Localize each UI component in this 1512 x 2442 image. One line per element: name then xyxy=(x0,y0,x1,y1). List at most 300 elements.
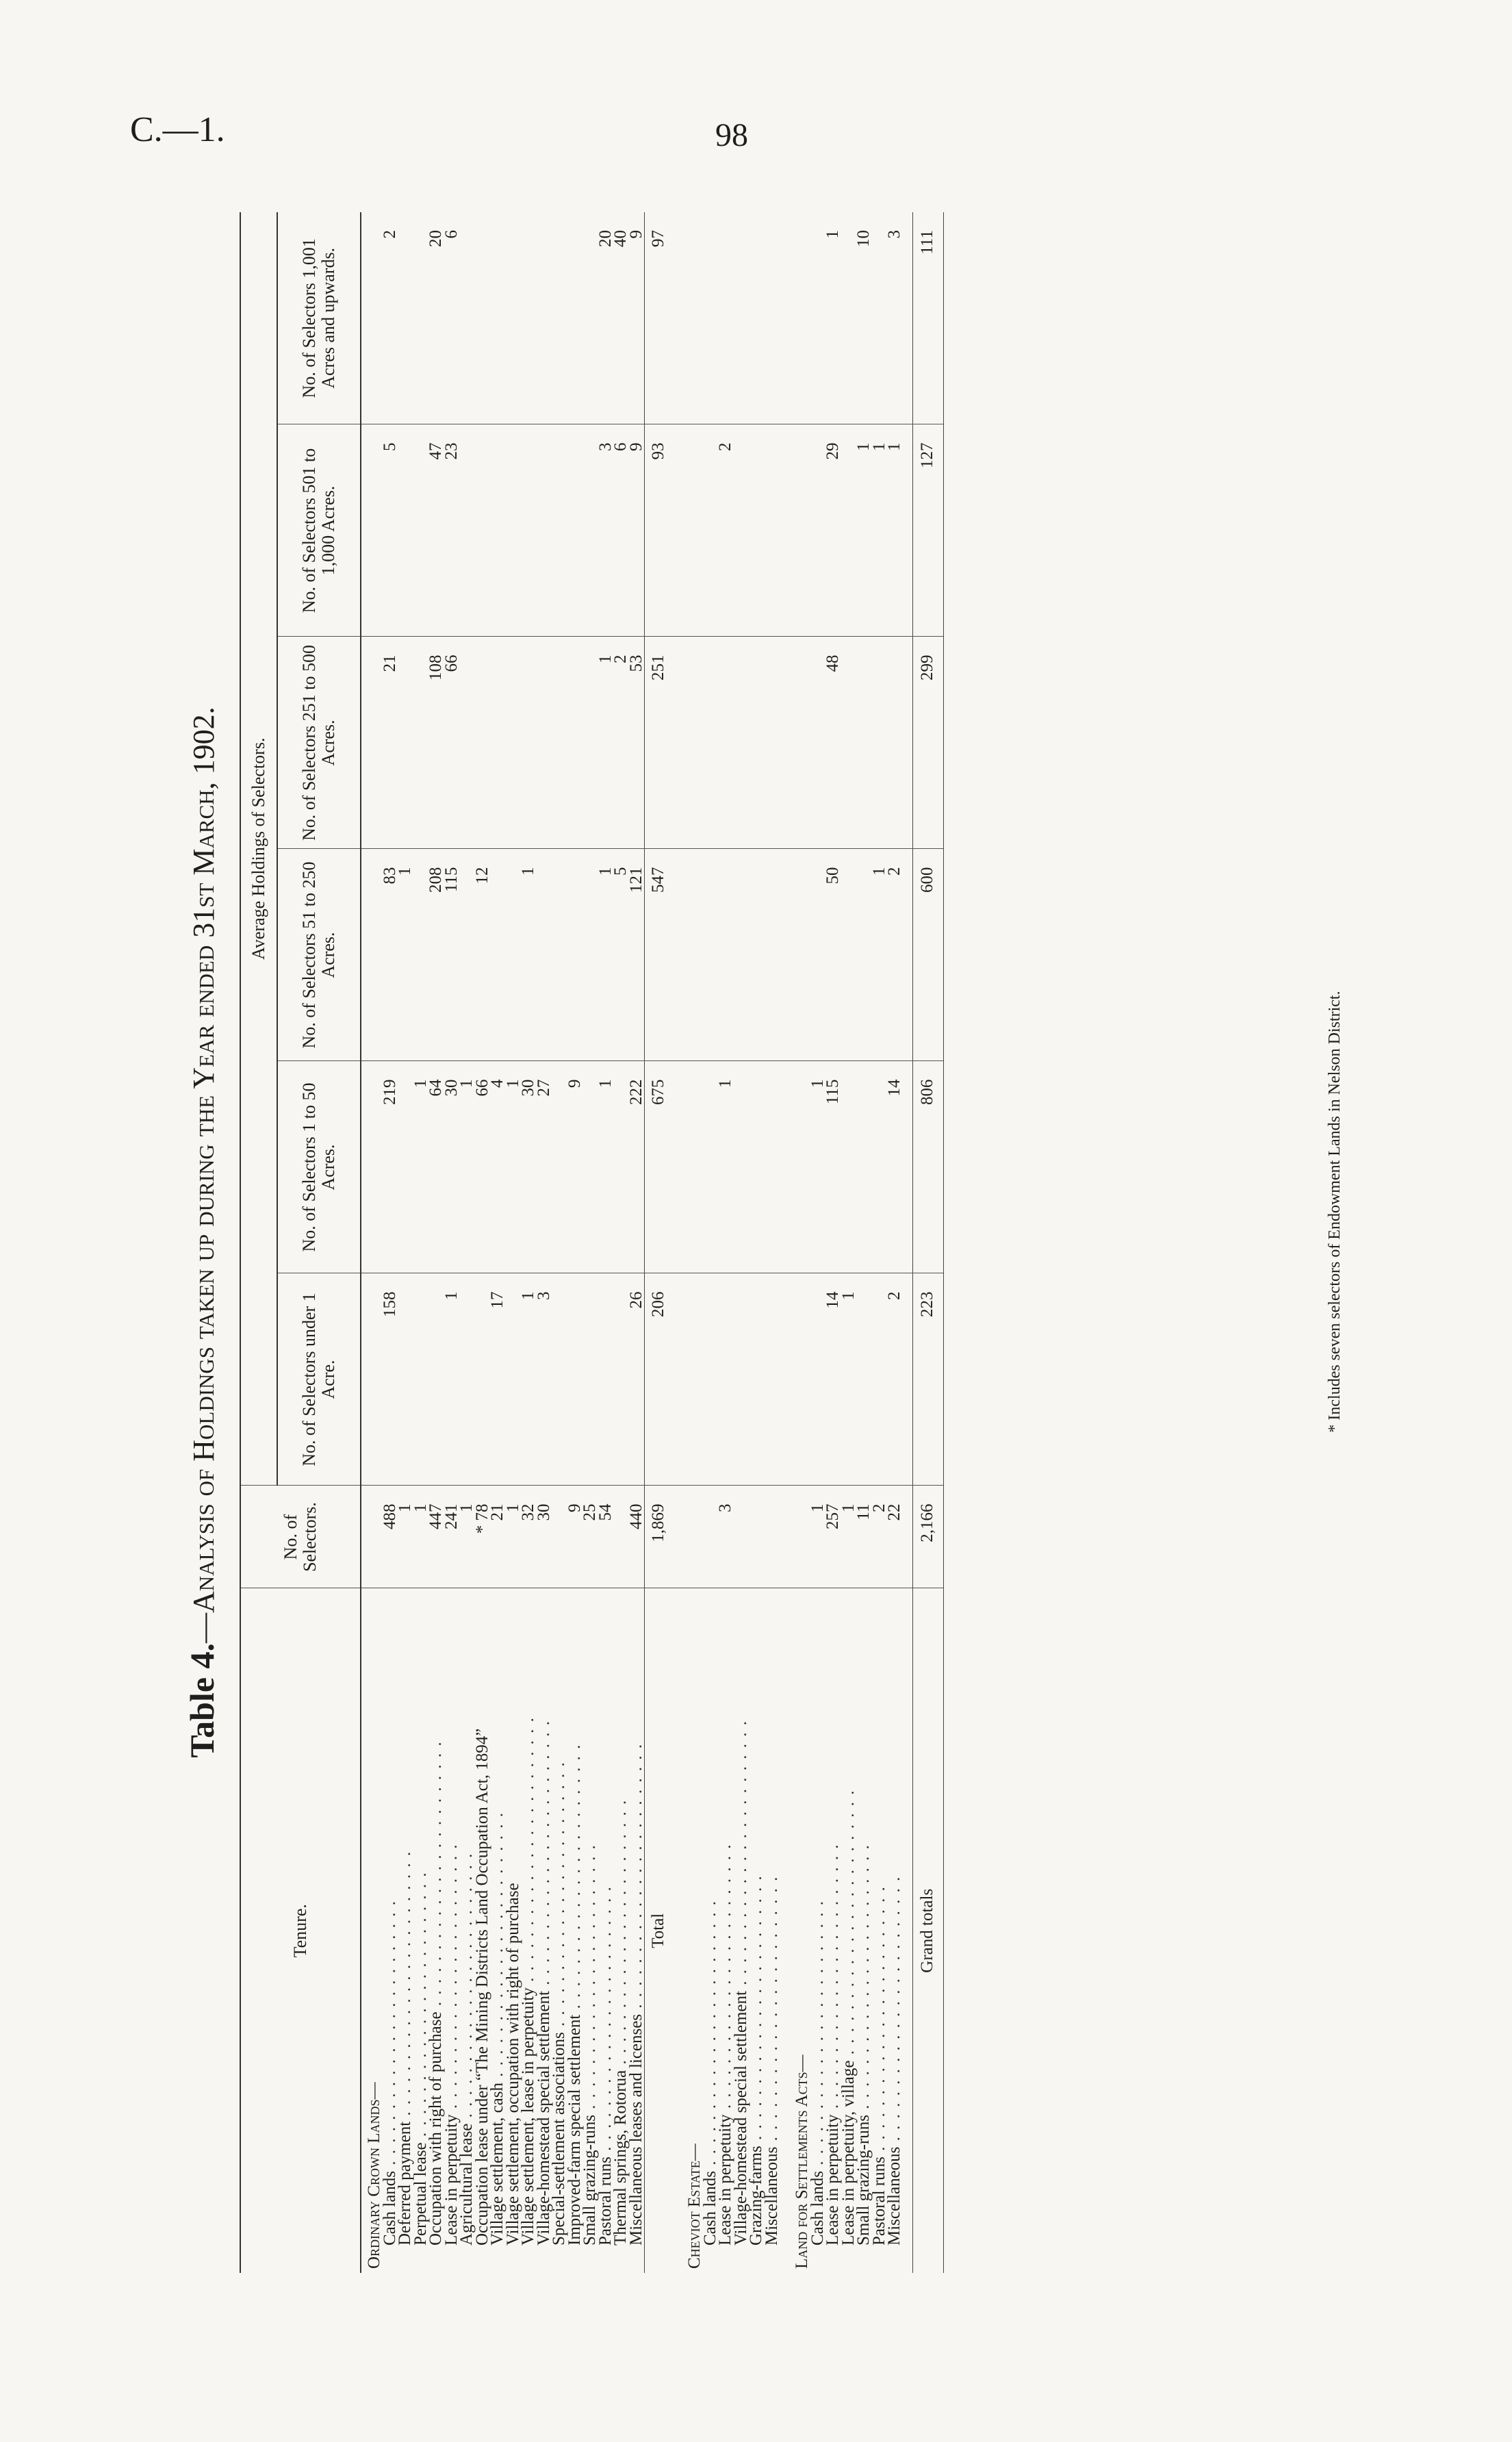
holding-count-cell xyxy=(765,1273,780,1486)
tenure-cell xyxy=(887,1588,903,2273)
holding-count-cell xyxy=(734,424,749,637)
tenure-cell xyxy=(361,1588,383,2273)
holding-count-cell xyxy=(887,637,903,849)
spacer-cell xyxy=(903,424,913,637)
holding-count-cell xyxy=(398,1061,413,1273)
header-1001-and-upwards: No. of Selectors 1,001 Acres and upwards. xyxy=(277,212,361,424)
section-heading: Ordinary Crown Lands— xyxy=(365,2082,383,2269)
holding-count-cell: 219 xyxy=(383,1061,398,1273)
holding-count-cell: 208 xyxy=(428,849,444,1061)
holding-count-cell xyxy=(682,1273,703,1486)
holding-count-cell: 64 xyxy=(428,1061,444,1273)
holding-count-cell xyxy=(506,849,522,1061)
dot-leader: . . . . . . . . . . . . . . . . . . . . . . . . xyxy=(747,1874,765,2146)
holding-count-cell: 1 xyxy=(398,849,413,1061)
holding-count-cell: 21 xyxy=(383,637,398,849)
tenure-label: Occupation with right of purchase xyxy=(426,2011,445,2246)
holding-count-cell xyxy=(856,1061,872,1273)
holding-count-cell: 1 xyxy=(810,1061,826,1273)
holding-count-cell: 29 xyxy=(825,424,841,637)
tenure-label: Total xyxy=(648,1913,667,1948)
holding-count-cell: 17 xyxy=(490,1273,506,1486)
holding-count-cell xyxy=(598,1273,614,1486)
holding-count-cell xyxy=(361,849,383,1061)
tenure-label: Village settlement, occupation with right of purchase xyxy=(503,1883,522,2246)
holding-count-cell: 2 xyxy=(383,212,398,424)
holding-count-cell: 158 xyxy=(383,1273,398,1486)
dot-leader: . . . . . . . . . . . . . . . . . . . . . . . . xyxy=(595,1885,615,2157)
spacer-cell xyxy=(903,1273,913,1486)
holding-count-cell xyxy=(537,637,552,849)
holding-count-cell xyxy=(413,1273,429,1486)
holding-count-cell xyxy=(567,212,583,424)
tenure-label: Village-homestead special settlement xyxy=(731,1991,750,2246)
table-title-text: —Analysis of Holdings taken up during the Year ended 31st March, 1902. xyxy=(187,707,220,1643)
holding-count-cell xyxy=(490,637,506,849)
holding-count-cell: 2 xyxy=(887,1273,903,1486)
spacer-cell xyxy=(780,1588,789,2273)
holding-count-cell xyxy=(552,424,567,637)
holding-count-cell: 547 xyxy=(645,849,673,1061)
holding-count-cell xyxy=(361,1273,383,1486)
holding-count-cell xyxy=(718,849,734,1061)
selectors-count-cell: 21 xyxy=(490,1486,506,1588)
holding-count-cell xyxy=(475,424,491,637)
holding-count-cell: 23 xyxy=(444,424,460,637)
holding-count-cell: 20 xyxy=(428,212,444,424)
holding-count-cell xyxy=(521,637,537,849)
tenure-label: Lease in perpetuity xyxy=(441,2114,461,2246)
holding-count-cell: 3 xyxy=(598,424,614,637)
dot-leader: . . . . . . . . . . . . . . . . . . . . . . . . xyxy=(611,1798,630,2070)
selectors-count-cell: 1 xyxy=(841,1486,857,1588)
spacer-cell xyxy=(903,849,913,1061)
header-251-to-500-acres: No. of Selectors 251 to 500 Acres. xyxy=(277,637,361,849)
table-number: Table 4. xyxy=(183,1642,221,1758)
selectors-count-cell: 488 xyxy=(383,1486,398,1588)
tenure-cell xyxy=(626,1588,645,2273)
spacer-row xyxy=(780,212,789,2273)
selectors-count-cell: 9 xyxy=(567,1486,583,1588)
holding-count-cell xyxy=(398,424,413,637)
holding-count-cell: 30 xyxy=(444,1061,460,1273)
selectors-count-cell: 1 xyxy=(459,1486,475,1588)
dot-leader: . . . . . . . . . . . . . . . . . . . . . . . . xyxy=(534,1720,553,1992)
section-heading-row xyxy=(682,212,703,2273)
holding-count-cell: 10 xyxy=(856,212,872,424)
selectors-count-cell xyxy=(789,1486,810,1588)
page-reference: C.—1. xyxy=(130,110,225,149)
tenure-cell xyxy=(682,1588,703,2273)
holding-count-cell xyxy=(703,1273,719,1486)
spacer-cell xyxy=(672,424,682,637)
holding-count-cell: 40 xyxy=(613,212,629,424)
header-under-1-acre: No. of Selectors under 1 Acre. xyxy=(277,1273,361,1486)
holding-count-cell xyxy=(361,424,383,637)
table-row xyxy=(887,212,903,2273)
holding-count-cell xyxy=(552,1273,567,1486)
holding-count-cell: 223 xyxy=(912,1273,943,1486)
rotated-table-area xyxy=(178,185,1355,2280)
spacer-row xyxy=(903,212,913,2273)
holding-count-cell xyxy=(506,1273,522,1486)
holding-count-cell: 1 xyxy=(459,1061,475,1273)
holding-count-cell: 66 xyxy=(444,637,460,849)
holding-count-cell: 121 xyxy=(629,849,645,1061)
section-heading: Cheviot Estate— xyxy=(685,2144,704,2269)
holding-count-cell xyxy=(552,1061,567,1273)
holding-count-cell: 1 xyxy=(598,637,614,849)
spacer-cell xyxy=(903,1061,913,1273)
selectors-count-cell: 1 xyxy=(810,1486,826,1588)
holding-count-cell xyxy=(789,212,810,424)
selectors-count-cell: 25 xyxy=(582,1486,598,1588)
holding-count-cell: 20 xyxy=(598,212,614,424)
holding-count-cell: 675 xyxy=(645,1061,673,1273)
holding-count-cell xyxy=(718,637,734,849)
tenure-label: Cash lands xyxy=(700,2170,719,2246)
holding-count-cell xyxy=(506,424,522,637)
spacer-cell xyxy=(672,637,682,849)
holding-count-cell xyxy=(475,637,491,849)
holding-count-cell: 1 xyxy=(413,1061,429,1273)
spacer-cell xyxy=(672,849,682,1061)
spacer-cell xyxy=(672,1588,682,2273)
holding-count-cell: 66 xyxy=(475,1061,491,1273)
holding-count-cell xyxy=(682,637,703,849)
dot-leader: . . . . . . . . . . . . . . . . . . . . . . . . xyxy=(519,1716,537,1988)
dot-leader: . . . . . . . . . . . . . . . . . . . . . . . . xyxy=(838,1789,858,2061)
tenure-label: Village settlement, lease in perpetuity xyxy=(519,1987,537,2246)
tenure-label: Perpetual lease xyxy=(411,2142,430,2246)
holding-count-cell xyxy=(841,849,857,1061)
holding-count-cell: 1 xyxy=(872,424,888,637)
holding-count-cell: 14 xyxy=(887,1061,903,1273)
holding-count-cell: 600 xyxy=(912,849,943,1061)
header-51-to-250-acres: No. of Selectors 51 to 250 Acres. xyxy=(277,849,361,1061)
selectors-count-cell: 257 xyxy=(825,1486,841,1588)
holding-count-cell xyxy=(734,849,749,1061)
selectors-count-cell: 2,166 xyxy=(912,1486,943,1588)
total-row xyxy=(645,212,673,2273)
holding-count-cell: 50 xyxy=(825,849,841,1061)
dot-leader: . . . . . . . . . . . . . . . . . . . . . . . . xyxy=(441,1843,461,2115)
tenure-label: Deferred payment xyxy=(396,2121,414,2246)
holding-count-cell: 1 xyxy=(444,1273,460,1486)
holding-count-cell: 4 xyxy=(490,1061,506,1273)
holding-count-cell xyxy=(567,637,583,849)
holding-count-cell: 1 xyxy=(718,1061,734,1273)
holding-count-cell xyxy=(789,849,810,1061)
selectors-count-cell: 30 xyxy=(537,1486,552,1588)
holding-count-cell xyxy=(749,1273,765,1486)
holding-count-cell: 115 xyxy=(825,1061,841,1273)
dot-leader: . . . . . . . . . . . . . . . . . . . . . . . . xyxy=(457,1852,476,2124)
tenure-label: Grand totals xyxy=(918,1888,937,1973)
holding-count-cell xyxy=(810,212,826,424)
holding-count-cell: 9 xyxy=(629,212,645,424)
dot-leader: . . . . . . . . . . . . . . . . . . . . . . . . xyxy=(380,1899,399,2171)
holding-count-cell xyxy=(703,424,719,637)
holding-count-cell: 1 xyxy=(598,1061,614,1273)
tenure-cell xyxy=(762,1588,781,2273)
holding-count-cell xyxy=(703,212,719,424)
dot-leader: . . . . . . . . . . . . . . . . . . . . . . . . xyxy=(854,1844,873,2115)
selectors-count-cell xyxy=(749,1486,765,1588)
selectors-count-cell: 241 xyxy=(444,1486,460,1588)
holding-count-cell xyxy=(361,637,383,849)
spacer-cell xyxy=(780,637,789,849)
dot-leader: . . . . . . . . . . . . . . . . . . . . . . . . xyxy=(396,1850,414,2122)
holding-count-cell: 14 xyxy=(825,1273,841,1486)
holding-count-cell xyxy=(872,1273,888,1486)
holdings-table xyxy=(240,212,944,2273)
dot-leader: . . . . . . . . . . . . . . . . . . . . . . . . xyxy=(565,1743,584,2015)
holding-count-cell xyxy=(567,849,583,1061)
selectors-count-cell: 440 xyxy=(629,1486,645,1588)
tenure-label: Pastoral runs xyxy=(595,2157,615,2246)
holding-count-cell xyxy=(682,212,703,424)
selectors-count-cell xyxy=(361,1486,383,1588)
holding-count-cell xyxy=(841,424,857,637)
holding-count-cell: 6 xyxy=(444,212,460,424)
selectors-count-cell: 447 xyxy=(428,1486,444,1588)
section-heading-row xyxy=(361,212,383,2273)
tenure-label: Miscellaneous xyxy=(762,2146,781,2246)
holding-count-cell xyxy=(490,849,506,1061)
holding-count-cell xyxy=(521,424,537,637)
selectors-count-cell: 1 xyxy=(413,1486,429,1588)
selectors-count-cell: 32 xyxy=(521,1486,537,1588)
dot-leader: . . . . . . . . . . . . . . . . . . . . . . . . xyxy=(550,1761,568,2033)
holding-count-cell xyxy=(734,637,749,849)
dot-leader: . . . . . . . . . . . . . . . . . . . . . . . . xyxy=(869,1885,888,2157)
holding-count-cell xyxy=(682,1061,703,1273)
tenure-cell xyxy=(645,1588,673,2273)
holding-count-cell: 9 xyxy=(629,424,645,637)
holding-count-cell xyxy=(856,637,872,849)
holding-count-cell xyxy=(789,424,810,637)
tenure-label: Small grazing-runs xyxy=(854,2115,873,2246)
holding-count-cell: 251 xyxy=(645,637,673,849)
header-1-to-50-acres: No. of Selectors 1 to 50 Acres. xyxy=(277,1061,361,1273)
holding-count-cell xyxy=(734,1061,749,1273)
holding-count-cell: 127 xyxy=(912,424,943,637)
holding-count-cell xyxy=(361,212,383,424)
table-title xyxy=(178,185,226,2280)
holding-count-cell: 47 xyxy=(428,424,444,637)
holding-count-cell xyxy=(582,424,598,637)
holding-count-cell xyxy=(537,424,552,637)
dot-leader: . . . . . . . . . . . . . . . . . . . . . . . . xyxy=(488,1811,507,2083)
selectors-count-cell: 1,869 xyxy=(645,1486,673,1588)
holding-count-cell xyxy=(537,849,552,1061)
holding-count-cell xyxy=(398,637,413,849)
dot-leader: . . . . . . . . . . . . . . . . . . . . . . . . xyxy=(626,1742,645,2014)
header-average-holdings: Average Holdings of Selectors. xyxy=(240,212,277,1486)
holding-count-cell xyxy=(765,212,780,424)
dot-leader: . . . . . . . . . . . . . . . . . . . . . . . . xyxy=(580,1844,599,2115)
holding-count-cell xyxy=(703,637,719,849)
holding-count-cell: 97 xyxy=(645,212,673,424)
holding-count-cell xyxy=(459,1273,475,1486)
spacer-cell xyxy=(780,849,789,1061)
selectors-count-cell: 3 xyxy=(718,1486,734,1588)
holding-count-cell xyxy=(734,1273,749,1486)
holding-count-cell xyxy=(459,637,475,849)
holding-count-cell: 115 xyxy=(444,849,460,1061)
holding-count-cell xyxy=(582,1061,598,1273)
spacer-cell xyxy=(903,637,913,849)
holding-count-cell xyxy=(765,637,780,849)
dot-leader: . . . . . . . . . . . . . . . . . . . . . . . . xyxy=(808,1899,827,2171)
holding-count-cell xyxy=(718,212,734,424)
tenure-label: Village-homestead special settlement xyxy=(534,1991,553,2246)
header-no-selectors: No. of Selectors. xyxy=(240,1486,361,1588)
holding-count-cell xyxy=(506,212,522,424)
holding-count-cell xyxy=(552,849,567,1061)
dot-leader: . . . . . . . . . . . . . . . . . . . . . . . . xyxy=(426,1740,445,2012)
tenure-label: Cash lands xyxy=(808,2170,827,2246)
table-row xyxy=(629,212,645,2273)
holding-count-cell xyxy=(398,212,413,424)
dot-leader: . . . . . . . . . . . . . . . . . . . . . . . . xyxy=(700,1899,719,2171)
spacer-cell xyxy=(903,1588,913,2273)
holding-count-cell xyxy=(459,212,475,424)
holding-count-cell xyxy=(490,212,506,424)
selectors-count-cell xyxy=(765,1486,780,1588)
spacer-cell xyxy=(672,1486,682,1588)
selectors-count-cell: 1 xyxy=(506,1486,522,1588)
holding-count-cell xyxy=(398,1273,413,1486)
spacer-cell xyxy=(780,1273,789,1486)
holding-count-cell xyxy=(749,1061,765,1273)
holding-count-cell: 806 xyxy=(912,1061,943,1273)
holding-count-cell xyxy=(872,212,888,424)
dot-leader: . . . . . . . . . . . . . . . . . . . . . . . . xyxy=(731,1720,750,1992)
holding-count-cell: 9 xyxy=(567,1061,583,1273)
holding-count-cell xyxy=(459,424,475,637)
tenure-label: Lease in perpetuity xyxy=(823,2114,842,2246)
holding-count-cell xyxy=(856,849,872,1061)
holding-count-cell xyxy=(582,637,598,849)
holding-count-cell: 1 xyxy=(598,849,614,1061)
table-row xyxy=(765,212,780,2273)
holding-count-cell xyxy=(765,1061,780,1273)
holding-count-cell xyxy=(749,637,765,849)
grand-total-row xyxy=(912,212,943,2273)
holding-count-cell: 27 xyxy=(537,1061,552,1273)
selectors-count-cell: 2 xyxy=(872,1486,888,1588)
holding-count-cell: 2 xyxy=(718,424,734,637)
holding-count-cell xyxy=(361,1061,383,1273)
holding-count-cell: 108 xyxy=(428,637,444,849)
holding-count-cell: 26 xyxy=(629,1273,645,1486)
holding-count-cell: 1 xyxy=(887,424,903,637)
dot-leader: . . . . . . . . . . . . . . . . . . . . . . . . xyxy=(885,1875,904,2147)
holding-count-cell: 1 xyxy=(521,1273,537,1486)
holding-count-cell: 5 xyxy=(383,424,398,637)
holding-count-cell xyxy=(703,849,719,1061)
section-heading-row xyxy=(789,212,810,2273)
holding-count-cell xyxy=(506,637,522,849)
holding-count-cell xyxy=(567,1273,583,1486)
spacer-cell xyxy=(903,212,913,424)
tenure-label: Lease in perpetuity, village xyxy=(838,2060,858,2246)
holding-count-cell xyxy=(475,212,491,424)
holding-count-cell: 5 xyxy=(613,849,629,1061)
holding-count-cell xyxy=(734,212,749,424)
tenure-label: Small grazing-runs xyxy=(580,2115,599,2246)
spacer-cell xyxy=(672,1273,682,1486)
holding-count-cell xyxy=(582,849,598,1061)
header-tenure: Tenure. xyxy=(240,1588,361,2273)
holding-count-cell: 2 xyxy=(613,637,629,849)
dot-leader: . . . . . . . . . . . . . . . . . . . . . . . . xyxy=(762,1875,781,2147)
page-number: 98 xyxy=(715,117,748,153)
holding-count-cell: 1 xyxy=(825,212,841,424)
tenure-label: Miscellaneous xyxy=(885,2146,904,2246)
holding-count-cell: 3 xyxy=(887,212,903,424)
selectors-count-cell: 22 xyxy=(887,1486,903,1588)
holding-count-cell xyxy=(521,212,537,424)
holding-count-cell xyxy=(537,212,552,424)
holding-count-cell xyxy=(789,1273,810,1486)
tenure-label: Special-settlement associations xyxy=(550,2032,568,2246)
tenure-label: Cash lands xyxy=(380,2170,399,2246)
tenure-label: Village settlement, cash xyxy=(488,2082,507,2246)
section-heading: Land for Settlements Acts— xyxy=(793,2055,811,2269)
dot-leader: . . . . . . . . . . . . . . . . . . . . . . . . xyxy=(823,1843,842,2115)
selectors-count-cell: * 78 xyxy=(475,1486,491,1588)
holding-count-cell: 93 xyxy=(645,424,673,637)
holding-count-cell xyxy=(682,849,703,1061)
holding-count-cell: 299 xyxy=(912,637,943,849)
holding-count-cell: 30 xyxy=(521,1061,537,1273)
selectors-count-cell xyxy=(734,1486,749,1588)
holding-count-cell: 1 xyxy=(841,1273,857,1486)
holding-count-cell xyxy=(428,1273,444,1486)
tenure-label: Agricultural lease xyxy=(457,2123,476,2246)
holding-count-cell: 2 xyxy=(887,849,903,1061)
holding-count-cell: 1 xyxy=(521,849,537,1061)
selectors-count-cell: 1 xyxy=(398,1486,413,1588)
tenure-label: Improved-farm special settlement xyxy=(565,2014,584,2246)
spacer-cell xyxy=(780,212,789,424)
spacer-cell xyxy=(903,1486,913,1588)
tenure-cell xyxy=(789,1588,810,2273)
holding-count-cell xyxy=(749,212,765,424)
holding-count-cell: 53 xyxy=(629,637,645,849)
holding-count-cell xyxy=(552,637,567,849)
holding-count-cell xyxy=(841,1061,857,1273)
selectors-count-cell xyxy=(682,1486,703,1588)
table-body xyxy=(361,212,943,2273)
holding-count-cell xyxy=(582,1273,598,1486)
spacer-cell xyxy=(780,1061,789,1273)
selectors-count-cell xyxy=(703,1486,719,1588)
holding-count-cell: 6 xyxy=(613,424,629,637)
holding-count-cell: 222 xyxy=(629,1061,645,1273)
header-501-to-1000-acres: No. of Selectors 501 to 1,000 Acres. xyxy=(277,424,361,637)
holding-count-cell xyxy=(552,212,567,424)
holding-count-cell: 48 xyxy=(825,637,841,849)
holding-count-cell: 206 xyxy=(645,1273,673,1486)
holding-count-cell xyxy=(765,849,780,1061)
holding-count-cell xyxy=(856,1273,872,1486)
holding-count-cell xyxy=(703,1061,719,1273)
tenure-label: Grazing-farms xyxy=(747,2146,765,2246)
